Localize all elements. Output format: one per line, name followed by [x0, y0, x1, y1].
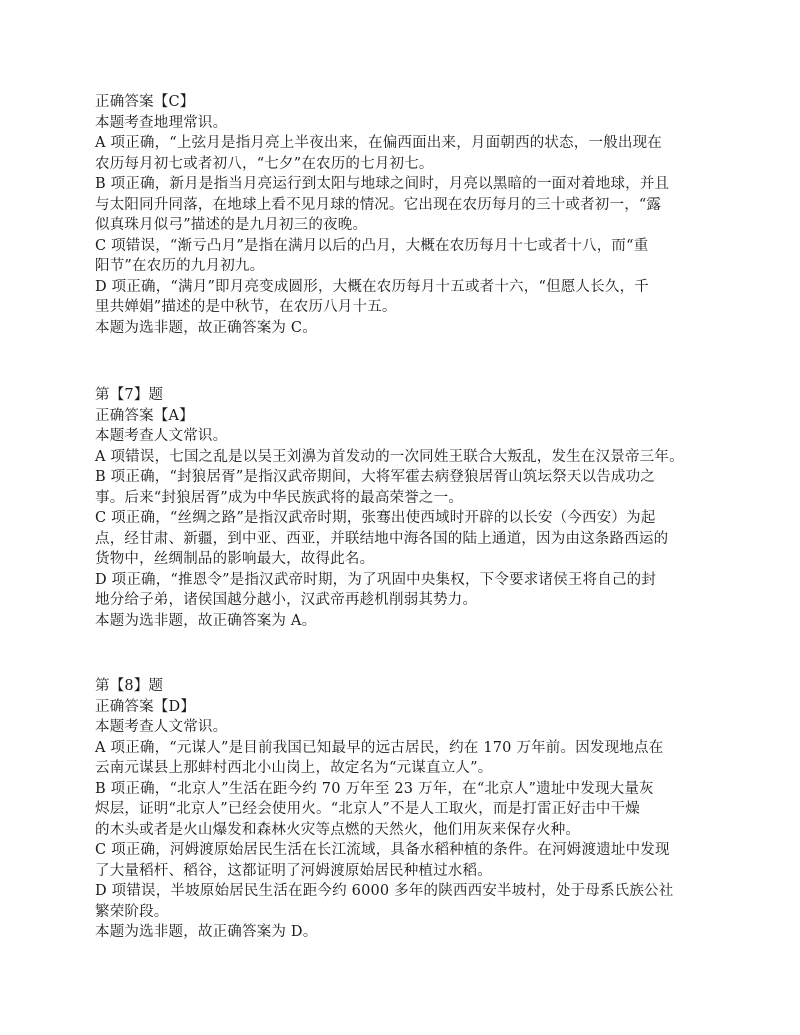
correct-answer-line: 正确答案【C】: [95, 94, 195, 110]
explanation-line: 里共婵娟”描述的是中秋节，在农历八月十五。: [95, 299, 397, 315]
explanation-line: 地分给子弟，诸侯国越分越小，汉武帝再趁机削弱其势力。: [95, 592, 478, 608]
section-spacer: [95, 338, 720, 385]
explanation-line: 云南元谋县上那蚌村西北小山岗上，故定名为“元谋直立人”。: [95, 760, 493, 776]
answer-section-6: [95, 92, 720, 338]
explanation-line: B 项正确，新月是指当月亮运行到太阳与地球之间时，月亮以黑暗的一面对着地球，并且: [95, 176, 670, 192]
explanation-line: 了大量稻杆、稻谷，这都证明了河姆渡原始居民种植过水稻。: [95, 862, 492, 879]
explanation-line: 的木头或者是火山爆发和森林火灾等点燃的天然火，他们用灰来保存火种。: [95, 821, 581, 838]
explanation-line: 货物中，丝绸制品的影响最大，故得此名。: [95, 551, 375, 567]
conclusion-line: 本题为选非题，故正确答案为 A。: [95, 612, 317, 629]
explanation-line: 农历每月初七或者初八，“七夕”在农历的七月初七。: [95, 155, 434, 172]
explanation-line: D 项正确，“推恩令”是指汉武帝时期，为了巩固中央集权，下令要求诸侯王将自己的封: [95, 571, 657, 588]
topic-line: 本题考查人文常识。: [95, 428, 228, 444]
conclusion-line: 本题为选非题，故正确答案为 C。: [95, 319, 317, 336]
explanation-line: B 项正确，“封狼居胥”是指汉武帝期间，大将军霍去病登狼居胥山筑坛祭天以告成功之: [95, 469, 656, 485]
explanation-line: A 项正确，“上弦月是指月亮上半夜出来，在偏西面出来，月面朝西的状态，一般出现在: [95, 135, 662, 151]
explanation-line: 烬层，证明“北京人”已经会使用火。“北京人”不是人工取火，而是打雷正好击中干燥: [95, 801, 640, 817]
explanation-line: A 项正确，“元谋人”是目前我国已知最早的远古居民，约在 170 万年前。因发现地点在: [95, 739, 664, 756]
explanation-line: C 项正确，“丝绸之路”是指汉武帝时期，张骞出使西域时开辟的以长安（今西安）为起: [95, 510, 656, 526]
answer-section-7: [95, 385, 720, 631]
answer-section-8: [95, 676, 720, 943]
correct-answer-line: 正确答案【D】: [95, 698, 196, 715]
explanation-line: 似真珠月似弓”描述的是九月初三的夜晚。: [95, 217, 368, 233]
topic-line: 本题考查人文常识。: [95, 719, 228, 735]
explanation-line: 点，经甘肃、新疆，到中亚、西亚，并联结地中海各国的陆上通道，因为由这条路西运的: [95, 530, 669, 547]
answer-document: [95, 92, 720, 943]
correct-answer-line: 正确答案【A】: [95, 407, 194, 424]
question-number-heading: 第【7】题: [95, 387, 164, 403]
explanation-line: D 项错误，半坡原始居民生活在距今约 6000 多年的陕西西安半坡村，处于母系氏族公社: [95, 883, 674, 899]
explanation-line: C 项错误，“渐亏凸月”是指在满月以后的凸月，大概在农历每月十七或者十八，而“重: [95, 237, 649, 254]
explanation-line: 事。后来“封狼居胥”成为中华民族武将的最高荣誉之一。: [95, 489, 464, 506]
explanation-line: 繁荣阶段。: [95, 903, 169, 920]
explanation-line: 与太阳同升同落，在地球上看不见月球的情况。它出现在农历每月的三十或者初一，“露: [95, 196, 662, 213]
explanation-line: A 项错误，七国之乱是以吴王刘濞为首发动的一次同姓王联合大叛乱，发生在汉景帝三年。: [95, 448, 684, 465]
question-number-heading: 第【8】题: [95, 678, 164, 694]
explanation-line: 阳节”在农历的九月初九。: [95, 258, 265, 274]
explanation-line: C 项正确，河姆渡原始居民生活在长江流域，具备水稻种植的条件。在河姆渡遗址中发现: [95, 842, 670, 858]
explanation-line: D 项正确，“满月”即月亮变成圆形，大概在农历每月十五或者十六，“但愿人长久，千: [95, 278, 649, 295]
explanation-line: B 项正确，“北京人”生活在距今约 70 万年至 23 万年，在“北京人”遗址中发现大量灰: [95, 780, 654, 797]
topic-line: 本题考查地理常识。: [95, 114, 228, 131]
conclusion-line: 本题为选非题，故正确答案为 D。: [95, 924, 318, 940]
section-spacer: [95, 631, 720, 676]
